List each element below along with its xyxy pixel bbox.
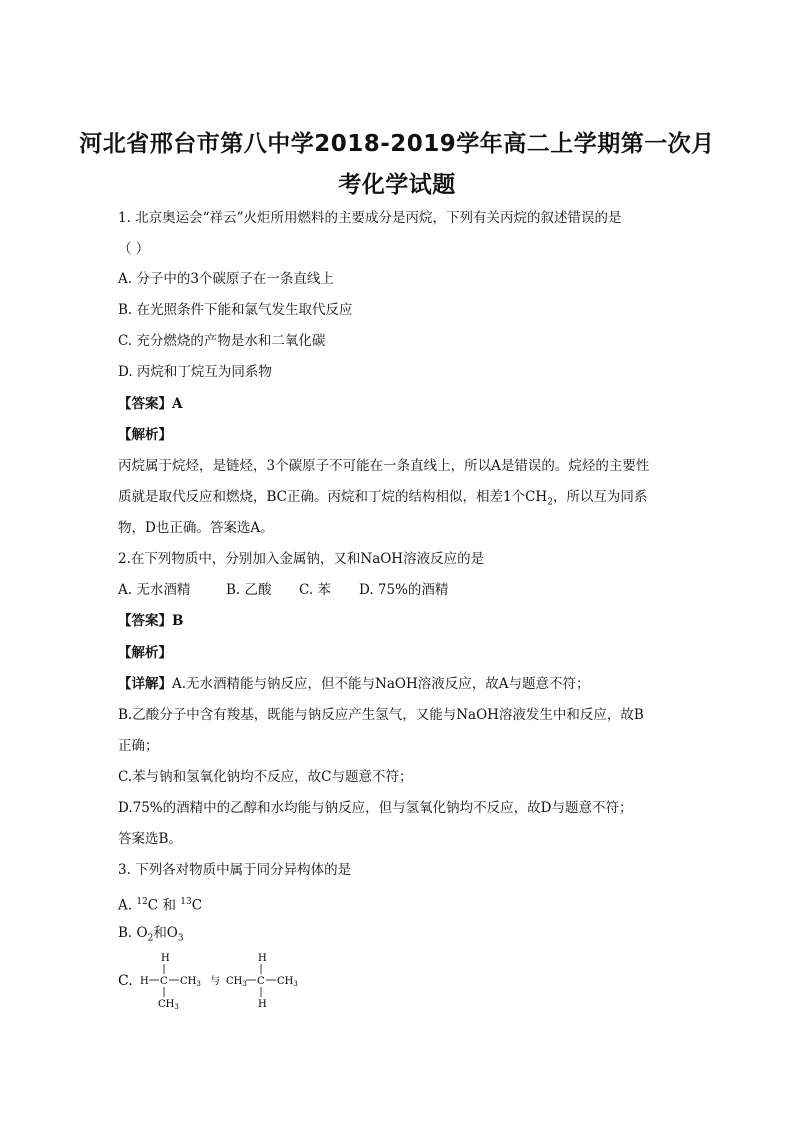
right-left-ch3: $CH_3$ [226,976,247,988]
right-bottom-h: H [258,999,267,1010]
q2-stem: 2.在下列物质中，分别加入金属钠，又和NaOH溶液反应的是 [118,551,485,567]
q3-option-b: B. $O_2$和$O_3$ [118,925,184,944]
right-c: C [257,976,265,987]
q1-option-b: B. 在光照条件下能和氯气发生取代反应 [118,302,353,318]
q1-analysis-label: 【解析】 [118,427,172,443]
q1-paren: （ ） [118,241,150,257]
q1-answer: 【答案】A [118,396,183,412]
page-title-line2: 考化学试题 [338,172,456,198]
left-h: H [140,976,149,987]
q1-analysis-line-2: 质就是取代反应和燃烧，BC正确。丙烷和丁烷的结构相似，相差1个$CH_2$，所以互为同系 [118,489,648,508]
q1-analysis-line-3: 物，D也正确。答案选A。 [118,520,274,536]
left-c: C [160,976,168,987]
q1-analysis-line-1: 丙烷属于烷烃，是链烃，3个碳原子不可能在一条直线上，所以A是错误的。烷烃的主要性 [118,458,650,474]
q1-stem: 1. 北京奥运会“祥云”火炬所用燃料的主要成分是丙烷，下列有关丙烷的叙述错误的是 [118,210,622,226]
q2-detail-line-3: 正确； [118,738,159,754]
q3-option-a: A. $^{12}$C 和 $^{13}$C [118,897,203,914]
left-top-h: H [161,953,170,964]
q2-analysis-label: 【解析】 [118,645,172,661]
q1-option-c: C. 充分燃烧的产物是水和二氧化碳 [118,333,326,349]
q2-detail-line-4: C.苯与钠和氢氧化钠均不反应，故C与题意不符； [118,769,413,785]
left-bottom-ch3: $CH_3$ [158,999,179,1010]
q2-option-a: A. 无水酒精 [118,582,191,598]
right-right-ch3: $CH_3$ [277,976,298,988]
q2-detail-line-5: D.75%的酒精中的乙醇和水均能与钠反应，但与氢氧化钠均不反应，故D与题意不符； [118,800,633,816]
q2-detail-line-2: B.乙酸分子中含有羧基，既能与钠反应产生氢气，又能与NaOH溶液发生中和反应，故B [118,707,644,723]
q3-option-c-label: C. [118,973,133,989]
q3-option-c-structures [118,950,338,1010]
q2-option-d: D. 75%的酒精 [359,582,449,598]
q2-options [118,580,448,600]
q2-detail-line-6: 答案选B。 [118,831,182,847]
page-title-line1: 河北省邢台市第八中学2018-2019学年高二上学期第一次月 [79,131,715,157]
structural-formula-diagram [118,950,338,1010]
q2-detail-line-1: 【详解】A.无水酒精能与钠反应，但不能与NaOH溶液反应，故A与题意不符； [118,676,590,692]
q3-stem: 3. 下列各对物质中属于同分异构体的是 [118,862,352,878]
q1-option-d: D. 丙烷和丁烷互为同系物 [118,364,272,380]
left-ch3: $CH_3$ [180,976,201,988]
q2-option-b: B. 乙酸 [226,582,272,598]
q2-option-c: C. 苯 [299,582,331,598]
q1-option-a: A. 分子中的3个碳原子在一条直线上 [118,271,334,287]
right-top-h: H [258,953,267,964]
q2-answer: 【答案】B [118,613,184,629]
connector-text: 与 [210,976,220,987]
